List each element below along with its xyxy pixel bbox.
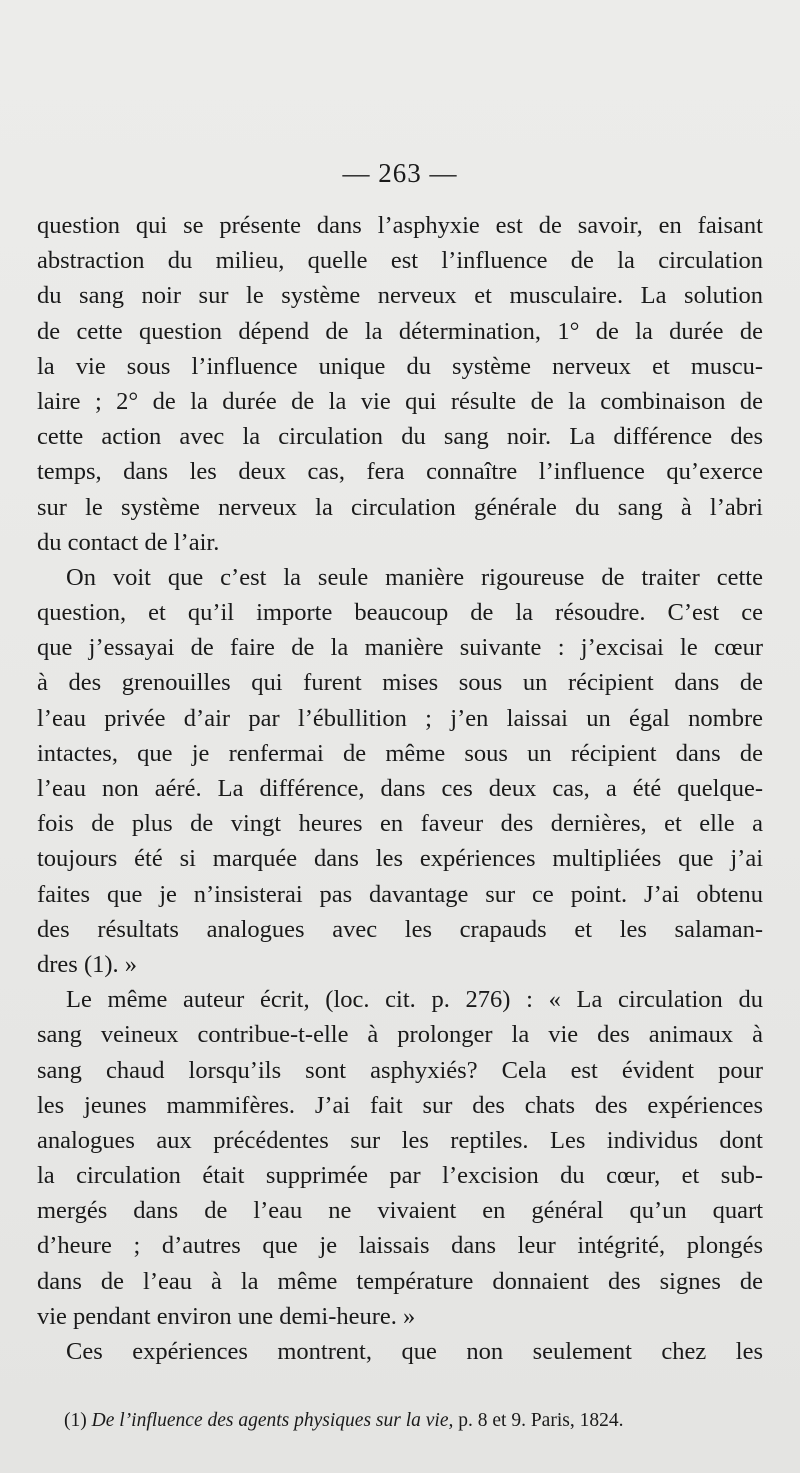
paragraph: [37, 982, 763, 1334]
text-line: Ces expériences montrent, que non seulement chez les: [66, 1338, 763, 1365]
text-line: la vie sous l’influence unique du système nerveux et muscu-: [37, 352, 763, 380]
text-line: du contact de l’air.: [37, 528, 220, 556]
text-line: question, et qu’il importe beaucoup de la résoudre. C’est ce: [37, 599, 763, 627]
text-line: toujours été si marquée dans les expériences multipliées que j’ai: [37, 845, 763, 873]
text-line: sang chaud lorsqu’ils sont asphyxiés? Cela est évident pour: [37, 1056, 763, 1084]
text-line: laire ; 2° de la durée de la vie qui résulte de la combinaison de: [37, 387, 763, 415]
text-line: Le même auteur écrit, (loc. cit. p. 276) : « La circulation du: [66, 986, 763, 1014]
text-line: d’heure ; d’autres que je laissais dans leur intégrité, plongés: [37, 1232, 763, 1260]
text-line: que j’essayai de faire de la manière suivante : j’excisai le cœur: [37, 634, 763, 662]
footnote-marker: (1): [64, 1410, 87, 1431]
text-line: faites que je n’insisterai pas davantage sur ce point. J’ai obtenu: [37, 880, 763, 908]
text-line: l’eau non aéré. La différence, dans ces deux cas, a été quelque-: [37, 775, 763, 802]
text-line: dans de l’eau à la même température donnaient des signes de: [37, 1267, 763, 1295]
text-line: des résultats analogues avec les crapauds et les salaman-: [37, 915, 763, 943]
text-line: abstraction du milieu, quelle est l’influence de la circulation: [37, 247, 763, 275]
paragraph: [37, 1334, 763, 1369]
text-line: sang veineux contribue-t-elle à prolonger la vie des animaux à: [37, 1021, 763, 1049]
text-line: l’eau privée d’air par l’ébullition ; j’en laissai un égal nombre: [37, 704, 763, 732]
text-line: fois de plus de vingt heures en faveur des dernières, et elle a: [37, 810, 763, 838]
body-text: [37, 208, 763, 1369]
footnote-rest: p. 8 et 9. Paris, 1824.: [458, 1410, 624, 1431]
text-line: de cette question dépend de la détermination, 1° de la durée de: [37, 317, 763, 345]
text-line: cette action avec la circulation du sang noir. La différence des: [37, 423, 763, 451]
text-line: temps, dans les deux cas, fera connaître l’influence qu’exerce: [37, 458, 763, 486]
footnote-title: De l’influence des agents physiques sur la vie,: [91, 1410, 454, 1431]
text-line: question qui se présente dans l’asphyxie est de savoir, en faisant: [37, 212, 763, 239]
text-line: mergés dans de l’eau ne vivaient en général qu’un quart: [37, 1197, 763, 1225]
text-line: à des grenouilles qui furent mises sous un récipient dans de: [37, 669, 763, 697]
text-line: les jeunes mammifères. J’ai fait sur des chats des expériences: [37, 1091, 763, 1119]
text-line: analogues aux précédentes sur les reptiles. Les individus dont: [37, 1126, 763, 1154]
text-line: vie pendant environ une demi-heure. »: [37, 1302, 416, 1330]
text-line: sur le système nerveux la circulation générale du sang à l’abri: [37, 493, 763, 521]
paragraph: [37, 208, 763, 560]
text-line: dres (1). »: [37, 950, 138, 978]
text-line: la circulation était supprimée par l’excision du cœur, et sub-: [37, 1162, 763, 1190]
text-line: du sang noir sur le système nerveux et musculaire. La solution: [37, 282, 763, 310]
text-line: On voit que c’est la seule manière rigoureuse de traiter cette: [66, 563, 763, 591]
page-number: — 263 —: [342, 158, 458, 188]
text-line: intactes, que je renfermai de même sous un récipient dans de: [37, 739, 763, 767]
footnote: [64, 1410, 764, 1432]
paragraph: [37, 560, 763, 982]
